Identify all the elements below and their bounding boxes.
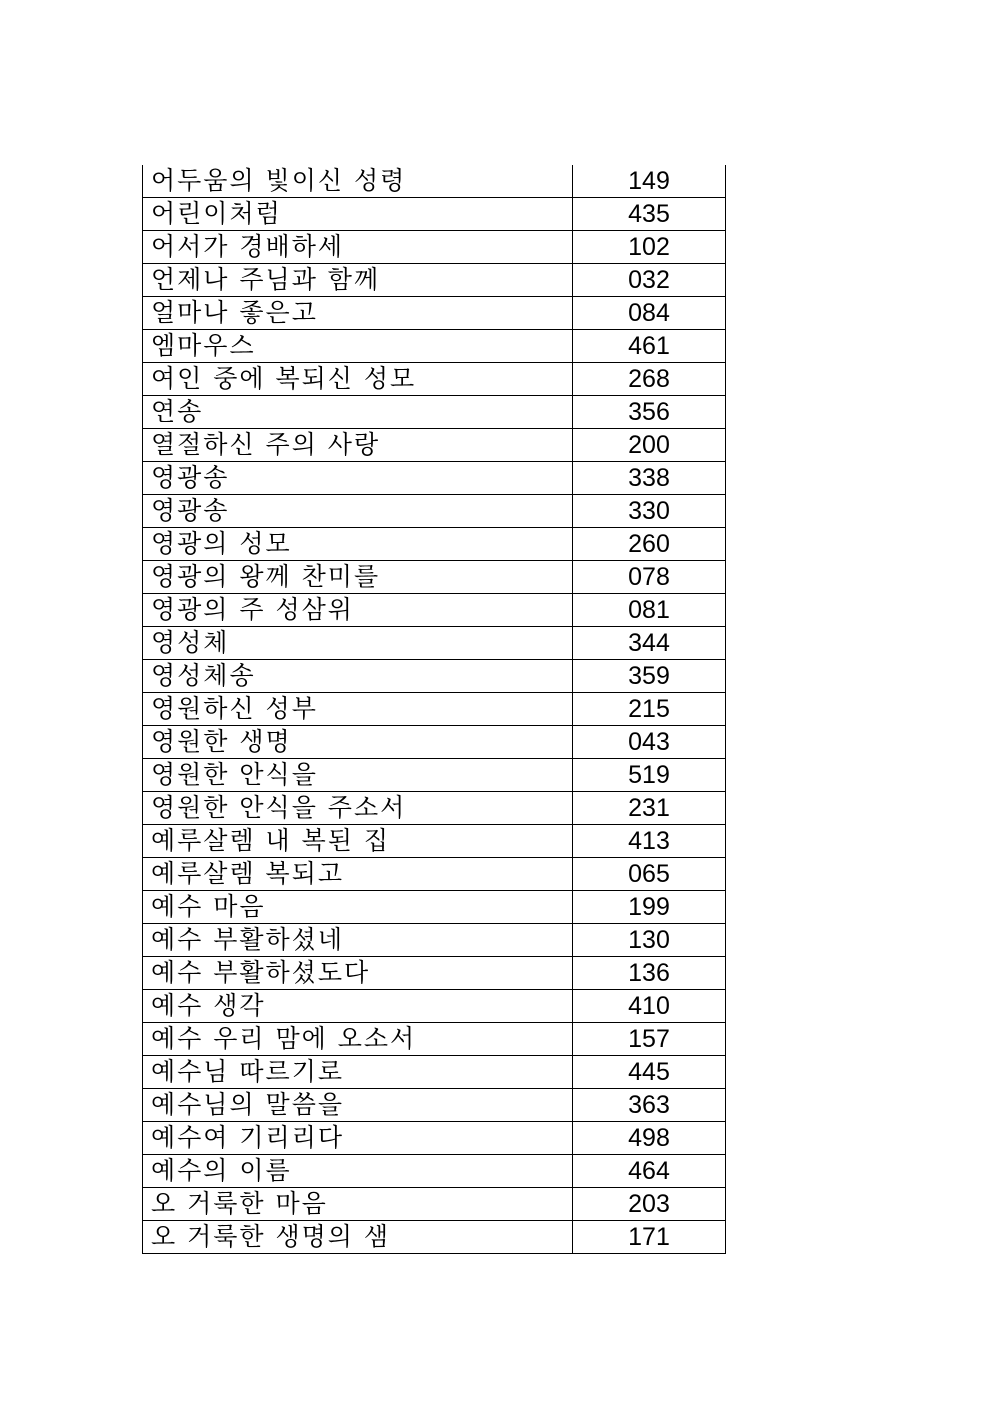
hymn-title: 예수 부활하셨네 [143,924,573,957]
table-row [143,1188,726,1221]
hymn-title: 예수의 이름 [143,1155,573,1188]
hymn-title: 얼마나 좋은고 [143,297,573,330]
hymn-title: 예루살렘 복되고 [143,858,573,891]
hymn-number: 413 [573,825,726,858]
hymn-number: 203 [573,1188,726,1221]
table-row [143,594,726,627]
hymn-title: 영원한 생명 [143,726,573,759]
hymn-title: 여인 중에 복되신 성모 [143,363,573,396]
hymn-number: 461 [573,330,726,363]
table-row [143,1089,726,1122]
table-row [143,1221,726,1254]
table-row [143,429,726,462]
hymn-number: 268 [573,363,726,396]
hymn-index-table [142,165,726,1254]
hymn-number: 043 [573,726,726,759]
hymn-title: 오 거룩한 마음 [143,1188,573,1221]
hymn-title: 어린이처럼 [143,198,573,231]
hymn-number: 410 [573,990,726,1023]
hymn-title: 예수 마음 [143,891,573,924]
table-row [143,561,726,594]
hymn-title: 영광송 [143,495,573,528]
hymn-title: 영원하신 성부 [143,693,573,726]
hymn-number: 032 [573,264,726,297]
hymn-number: 260 [573,528,726,561]
hymn-title: 예수여 기리리다 [143,1122,573,1155]
hymn-title: 영성체송 [143,660,573,693]
hymn-title: 열절하신 주의 사랑 [143,429,573,462]
hymn-title: 언제나 주님과 함께 [143,264,573,297]
table-row [143,792,726,825]
hymn-number: 359 [573,660,726,693]
hymn-number: 200 [573,429,726,462]
hymn-title: 영광의 왕께 찬미를 [143,561,573,594]
table-row [143,924,726,957]
table-row [143,891,726,924]
table-row [143,165,726,198]
table-row [143,363,726,396]
hymn-title: 영성체 [143,627,573,660]
hymn-number: 356 [573,396,726,429]
hymn-number: 344 [573,627,726,660]
hymn-title: 영원한 안식을 [143,759,573,792]
hymn-number: 084 [573,297,726,330]
hymn-number: 330 [573,495,726,528]
hymn-number: 157 [573,1023,726,1056]
hymn-title: 오 거룩한 생명의 샘 [143,1221,573,1254]
hymn-number: 338 [573,462,726,495]
hymn-number: 149 [573,165,726,198]
table-row [143,957,726,990]
table-row [143,1155,726,1188]
hymn-number: 102 [573,231,726,264]
hymn-number: 498 [573,1122,726,1155]
table-row [143,1056,726,1089]
table-row [143,1023,726,1056]
hymn-title: 예수 생각 [143,990,573,1023]
hymn-title: 연송 [143,396,573,429]
table-row [143,660,726,693]
hymn-number: 130 [573,924,726,957]
hymn-number: 519 [573,759,726,792]
hymn-number: 363 [573,1089,726,1122]
hymn-number: 081 [573,594,726,627]
hymn-title: 영원한 안식을 주소서 [143,792,573,825]
hymn-title: 어서가 경배하세 [143,231,573,264]
table-row [143,264,726,297]
table-row [143,396,726,429]
hymn-title: 영광의 주 성삼위 [143,594,573,627]
hymn-number: 231 [573,792,726,825]
table-row [143,462,726,495]
hymn-number: 171 [573,1221,726,1254]
hymn-number: 215 [573,693,726,726]
table-row [143,528,726,561]
table-row [143,297,726,330]
hymn-title: 예루살렘 내 복된 집 [143,825,573,858]
hymn-number: 136 [573,957,726,990]
table-row [143,198,726,231]
table-row [143,1122,726,1155]
hymn-number: 435 [573,198,726,231]
hymn-title: 예수 부활하셨도다 [143,957,573,990]
table-row [143,726,726,759]
hymn-title: 예수님 따르기로 [143,1056,573,1089]
hymn-table-body [143,165,726,1254]
table-row [143,693,726,726]
table-row [143,231,726,264]
table-row [143,495,726,528]
hymn-number: 199 [573,891,726,924]
hymn-title: 영광송 [143,462,573,495]
hymn-title: 영광의 성모 [143,528,573,561]
hymn-number: 078 [573,561,726,594]
table-row [143,759,726,792]
hymn-number: 445 [573,1056,726,1089]
table-row [143,858,726,891]
table-row [143,825,726,858]
table-row [143,627,726,660]
hymn-title: 어두움의 빛이신 성령 [143,165,573,198]
table-row [143,990,726,1023]
hymn-title: 예수님의 말씀을 [143,1089,573,1122]
hymn-number: 065 [573,858,726,891]
hymn-title: 예수 우리 맘에 오소서 [143,1023,573,1056]
table-row [143,330,726,363]
hymn-title: 엠마우스 [143,330,573,363]
hymn-number: 464 [573,1155,726,1188]
